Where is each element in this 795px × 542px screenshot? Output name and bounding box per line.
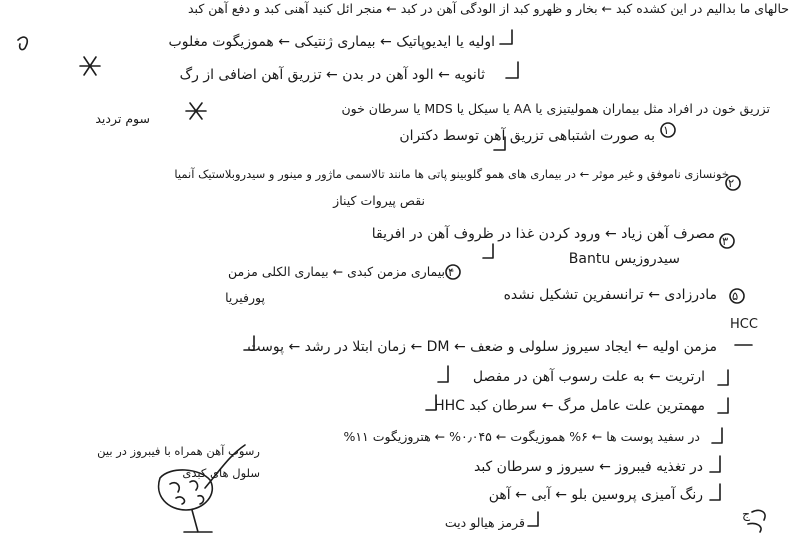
- note-line-8: مصرف آهن زیاد ← ورود کردن غذا در ظروف آهن در افریقا: [371, 226, 715, 242]
- note-line-1: حالهای ما بدالیم در این کشده کبد ← بخار و ظهرو کبد از الودگی آهن در کبد ← منجر ائل کنید آهنی کبد و دفع آهن کبد: [188, 1, 789, 16]
- note-line-2: اولیه یا ایدیوپاتیک ← بیماری ژنتیکی ← هموزیگوت مغلوب: [168, 34, 495, 50]
- circled-number-2-text: ۲: [728, 176, 735, 190]
- corner-mark-text: ج: [742, 506, 751, 521]
- bracket-mark: [718, 398, 728, 413]
- star-icon: [80, 57, 100, 75]
- note-line-16: در سفید پوست ها ← ۶% هموزیگوت ← ۰٫۰۴۵% ← هتروزیگوت ۱۱%: [343, 429, 700, 444]
- note-line-10: بیماری مزمن کبدی ← بیماری الکلی مزمن: [228, 264, 445, 279]
- liver-cell-sketch-stand: [184, 510, 212, 532]
- note-line-9: Bantu سیدروزیس: [568, 251, 680, 267]
- note-line-17: در تغذیه فیبروز ← سیروز و سرطان کبد: [473, 459, 703, 475]
- liver-cell-sketch-detail: [170, 481, 204, 504]
- bracket-mark: [710, 484, 720, 500]
- bracket-mark: [506, 62, 518, 78]
- circled-number-5-text: ۵: [732, 289, 739, 303]
- check-mark: [18, 37, 27, 50]
- note-line-5: به صورت اشتباهی تزریق آهن توسط دکتران: [399, 128, 655, 144]
- side-note: رسوب آهن همراه با فیبروز در بین سلول های کبدی: [97, 444, 260, 480]
- bracket-mark: [718, 370, 728, 385]
- bracket-mark: [712, 428, 722, 443]
- note-line-19: قرمز هیالو دیت: [444, 515, 525, 530]
- bracket-mark: [438, 366, 448, 382]
- circled-number-3-text: ۳: [722, 234, 729, 248]
- bracket-mark: [528, 512, 538, 526]
- hcc-label: HCC: [730, 317, 758, 332]
- note-line-15: مهمترین علت عامل مرگ ← سرطان کبد HHC: [434, 398, 705, 414]
- note-line-13: مزمن اولیه ← ایجاد سیروز سلولی و ضعف ← DM ← زمان ابتلا در رشد ← پوست: [247, 339, 717, 355]
- circled-number-1-text: ۱: [663, 123, 670, 137]
- note-line-18: رنگ آمیزی پروسین بلو ← آبی ← آهن: [488, 487, 703, 503]
- star-icon: [186, 103, 206, 119]
- note-line-7: نقص پیروات کیناز: [333, 193, 425, 208]
- note-line-12: مادرزادی ← ترانسفرین تشکیل نشده: [503, 287, 717, 303]
- corner-mark: [748, 510, 765, 532]
- bracket-mark: [500, 30, 512, 44]
- note-line-14: ارتریت ← به علت رسوب آهن در مفصل: [472, 369, 705, 385]
- note-line-4: تزریق خون در افراد مثل بیماران همولیتیزی یا AA یا سیکل یا MDS یا سرطان خون: [341, 101, 770, 116]
- bracket-mark: [483, 244, 493, 258]
- note-line-11: پورفیریا: [225, 290, 265, 305]
- circled-number-4-text: ۴: [448, 265, 455, 279]
- note-line-3: ثانویه ← الود آهن در بدن ← تزریق آهن اضافی از رگ: [179, 67, 485, 83]
- note-line-6: خونسازی ناموفق و غیر موثر ← در بیماری های همو گلوبینو پاتی ها مانند تالاسمی ماژور و مینور و سیدروبلاستیک آنمیا: [174, 167, 729, 181]
- note-line-4-prefix: سوم تردید: [95, 111, 150, 126]
- bracket-mark: [710, 456, 720, 472]
